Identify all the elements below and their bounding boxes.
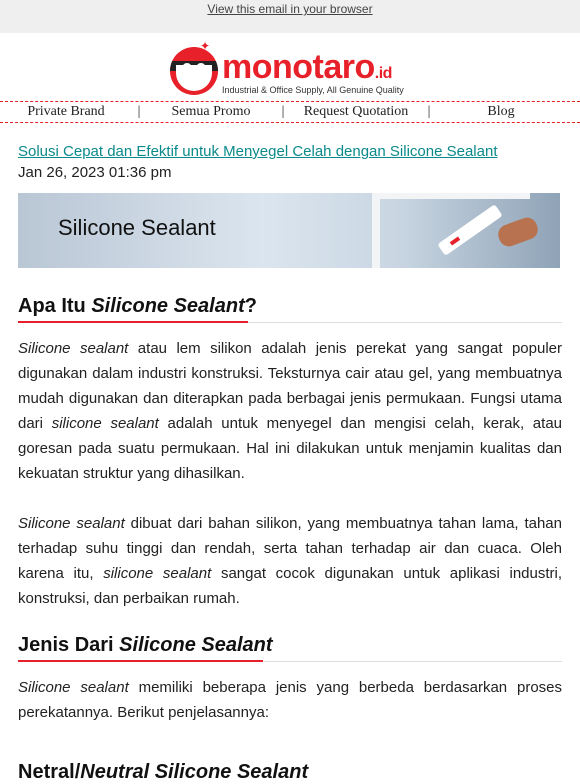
nav-bar — [0, 101, 580, 123]
article — [0, 143, 580, 784]
text: memiliki beberapa jenis yang berbeda berdasarkan proses perekatannya. Berikut penjelasannya: — [18, 679, 562, 721]
nav-separator: | — [427, 104, 431, 119]
logo-tagline: Industrial & Office Supply, All Genuine Quality — [222, 85, 404, 95]
heading-emphasis: Silicone Sealant — [91, 295, 245, 317]
monotaro-logo[interactable] — [170, 39, 410, 99]
text: atau lem silikon adalah jenis perekat yang sangat populer digunakan dalam industri konstruksi. Teksturnya cair atau gel, yang membuatnya mudah digunakan dan diterapkan pada berbagai jenis permukaan. Fungsi utama dari — [18, 340, 562, 432]
article-title-link[interactable]: Solusi Cepat dan Efektif untuk Menyegel Celah dengan Silicone Sealant — [18, 143, 498, 160]
paragraph-3 — [18, 675, 562, 725]
section-heading-3 — [18, 761, 562, 784]
heading-text: Apa Itu — [18, 295, 92, 317]
nav-semua-promo[interactable]: Semua Promo — [171, 104, 251, 119]
emphasis: silicone sealant — [103, 565, 212, 582]
mascot-icon — [170, 47, 218, 95]
section-heading-1 — [18, 294, 562, 326]
star-icon: ✦ — [200, 39, 211, 53]
article-banner-image[interactable] — [18, 193, 560, 268]
emphasis: Silicone sealant — [18, 515, 125, 532]
nav-private-brand[interactable]: Private Brand — [27, 104, 105, 119]
nav-request-quotation[interactable]: Request Quotation — [303, 104, 409, 119]
nav-separator: | — [281, 104, 285, 119]
emphasis: Silicone sealant — [18, 679, 129, 696]
article-date: Jan 26, 2023 01:36 pm — [18, 164, 172, 181]
section-heading-2 — [18, 633, 562, 665]
emphasis: Silicone sealant — [18, 340, 129, 357]
logo-suffix: .id — [374, 65, 392, 82]
heading-underline — [18, 657, 562, 665]
paragraph-2 — [18, 511, 562, 611]
heading-emphasis: Neutral Silicone Sealant — [80, 761, 309, 783]
header — [0, 33, 580, 101]
text: dibuat dari bahan silikon, yang membuatnya tahan lama, tahan terhadap suhu tinggi dan rendah, serta tahan terhadap air dan cuaca. Oleh karena itu, — [18, 515, 562, 582]
paragraph-1 — [18, 336, 562, 486]
heading-end: ? — [244, 295, 257, 317]
heading-underline — [18, 318, 562, 326]
text: sangat cocok digunakan untuk aplikasi industri, konstruksi, dan perbaikan rumah. — [18, 565, 563, 607]
view-in-browser-link[interactable]: View this email in your browser — [207, 2, 373, 16]
nav-blog[interactable]: Blog — [487, 104, 515, 119]
topbar — [0, 0, 580, 33]
nav-separator: | — [137, 104, 141, 119]
emphasis: silicone sealant — [51, 415, 159, 432]
logo-wordmark: monotaro.id — [222, 48, 392, 86]
heading-text: Jenis Dari — [18, 634, 120, 656]
heading-emphasis: Silicone Sealant — [119, 634, 273, 656]
banner-text: Silicone Sealant — [58, 215, 216, 240]
heading-text: Netral/ — [18, 761, 81, 783]
text: adalah untuk menyegel dan mengisi celah, kerak, atau goresan pada suatu permukaan. Hal ini dilakukan untuk menjamin kualitas dan kekuatan struktur yang dihasilkan. — [18, 415, 563, 482]
